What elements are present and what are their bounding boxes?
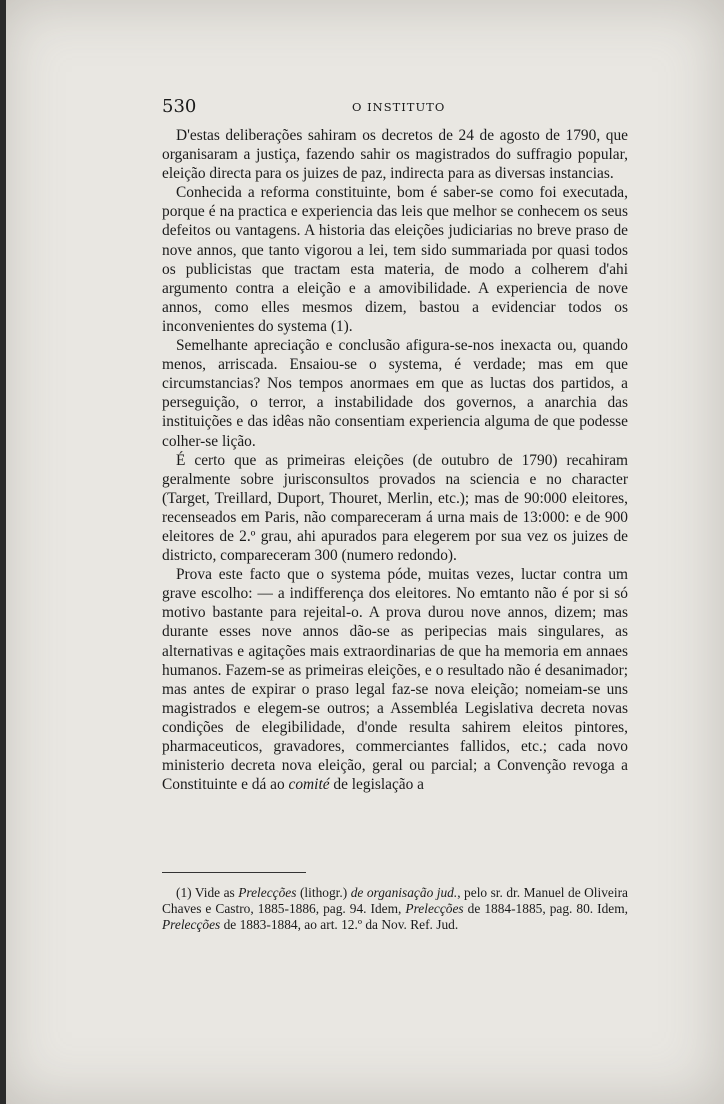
scan-edge (0, 0, 6, 1104)
paragraph: Conhecida a reforma constituinte, bom é saber-se como foi executada, porque é na practica e experiencia das leis que melhor se conhecem os seus defeitos ou vantagens. A historia das eleições judiciarias no breve praso de nove annos, que tanto vigorou a lei, tem sido summariada por quasi todos os publicistas que tractam esta materia, de modo a colherem d'ahi argumento contra a eleição e a amovibilidade. A experiencia de nove annos, como elles mesmos dizem, bastou a evidenciar todos os inconvenientes do systema (1). (162, 184, 628, 335)
footnote-rule (162, 872, 306, 873)
footnote-italic: de organisação jud. (350, 885, 458, 900)
paragraph: É certo que as primeiras eleições (de outubro de 1790) recahiram geralmente sobre jurisconsultos provados na sciencia e no character (Target, Treillard, Duport, Thouret, Merlin, etc.); mas de 90:000 eleitores, recenseados em Paris, não compareceram á urna mais de 13:000: e de 900 eleitores de 2.º grau, ahi apurados para elegerem por sua vez os juizes de districto, compareceram 300 (numero redondo). (162, 451, 628, 565)
footnote-italic: Prelecções (162, 917, 221, 933)
footnote-text: (1) Vide as (176, 885, 239, 900)
footnote-text: de 1884-1885, pag. 80. Idem, (463, 901, 628, 917)
footnote-text: de 1883-1884, ao art. 12.º da Nov. Ref. Jud. (220, 917, 459, 933)
paragraph: D'estas deliberações sahiram os decretos de 24 de agosto de 1790, que organisaram a justiça, fazendo sahir os magistrados do suffragio popular, eleição directa para os juizes de paz, indirecta para as diversas instancias. (162, 127, 628, 183)
paragraph-text: Prova este facto que o systema póde, muitas vezes, luctar contra um grave escolho: — a indifferença dos eleitores. No emtanto não é por si só motivo bastante para rejeital-o. A prova durou nove annos, dizem; mas durante esses nove annos dão-se as peripecias mais singulares, as alternativas e agitações mais extraordinarias de que ha memoria em annaes humanos. Fazem-se as primeiras eleições, e o resultado não é desanimador; mas antes de expirar o praso legal faz-se nova eleição; nomeiam-se uns magistrados e elegem-se outros; a Assembléa Legislativa decreta novas condições de elegibilidade, d'onde resulta sahirem eleitos pintores, pharmaceuticos, gravadores, commerciantes fallidos, etc.; cada novo ministerio decreta nova eleição, geral ou parcial; a Convenção revoga a Constituinte e dá ao (162, 566, 628, 794)
footnote-italic: Prelecções (405, 901, 464, 917)
journal-title: O INSTITUTO (352, 100, 446, 114)
page-number: 530 (162, 96, 197, 117)
footnote-text: , pelo sr. dr. Manuel de Oliveira Chaves e Castro, 1885-1886, pag. 94. Idem, (162, 885, 629, 917)
paragraph (162, 565, 628, 794)
footnote-italic: Prelecções (238, 885, 297, 900)
footnote (162, 885, 628, 934)
paragraph-text: de legislação a (329, 776, 424, 794)
body-text (162, 126, 628, 794)
running-head (162, 96, 628, 118)
italic-term: comité (288, 776, 330, 794)
paragraph: Semelhante apreciação e conclusão afigura-se-nos inexacta ou, quando menos, arriscada. Ensaiou-se o systema, é verdade; mas em que circumstancias? Nos tempos anormaes em que as luctas dos partidos, a perseguição, o terror, a instabilidade dos governos, a anarchia das instituições e das idêas não consentiam experiencia alguma de que podesse colher-se lição. (162, 337, 628, 450)
footnotes (162, 885, 628, 934)
footnote-text: (lithogr.) (296, 885, 351, 900)
